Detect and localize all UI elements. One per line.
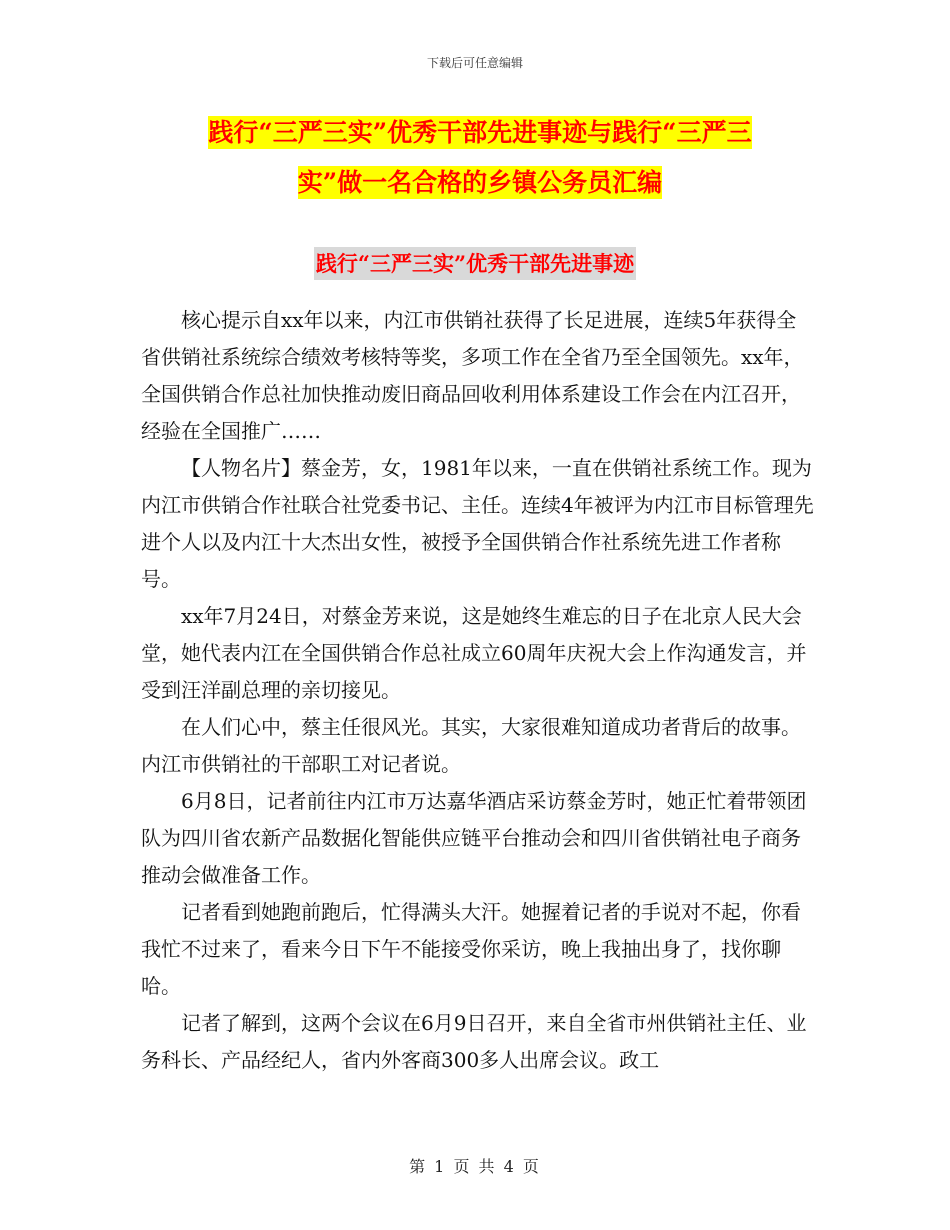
document-title-line-1: 践行“三严三实”优秀干部先进事迹与践行“三严三 (208, 118, 752, 147)
document-title-line-2: 实”做一名合格的乡镇公务员汇编 (297, 168, 663, 197)
header-note: 下载后可任意编辑 (426, 56, 523, 70)
page-footer: 第 1 页 共 4 页 (409, 1157, 541, 1176)
document-title (130, 108, 830, 208)
section-title (0, 248, 950, 278)
section-title-text: 践行“三严三实”优秀干部先进事迹 (314, 247, 636, 280)
paragraph: 记者看到她跑前跑后，忙得满头大汗。她握着记者的手说对不起，你看我忙不过来了，看来今日下午不能接受你采访，晚上我抽出身了，找你聊哈。 (141, 900, 801, 998)
paragraph: 6月8日，记者前往内江市万达嘉华酒店采访蔡金芳时，她正忙着带领团队为四川省农新产品数据化智能供应链平台推动会和四川省供销社电子商务推动会做准备工作。 (141, 789, 807, 887)
paragraph: 记者了解到，这两个会议在6月9日召开，来自全省市州供销社主任、业务科长、产品经纪人，省内外客商300多人出席会议。政工 (141, 1011, 807, 1072)
paragraph: 【人物名片】蔡金芳，女，1981年以来，一直在供销社系统工作。现为内江市供销合作社联合社党委书记、主任。连续4年被评为内江市目标管理先进个人以及内江十大杰出女性，被授予全国供销合作社系统先进工作者称号。 (141, 456, 814, 591)
paragraph: 在人们心中，蔡主任很风光。其实，大家很难知道成功者背后的故事。内江市供销社的干部职工对记者说。 (141, 715, 801, 776)
paragraph: 核心提示自xx年以来，内江市供销社获得了长足进展，连续5年获得全省供销社系统综合绩效考核特等奖，多项工作在全省乃至全国领先。xx年，全国供销合作总社加快推动废旧商品回收利用体系建设工作会在内江召开，经验在全国推广…… (141, 308, 804, 443)
paragraph: xx年7月24日，对蔡金芳来说，这是她终生难忘的日子在北京人民大会堂，她代表内江在全国供销合作总社成立60周年庆祝大会上作沟通发言，并受到汪洋副总理的亲切接见。 (141, 604, 807, 702)
article-body (141, 302, 816, 1079)
